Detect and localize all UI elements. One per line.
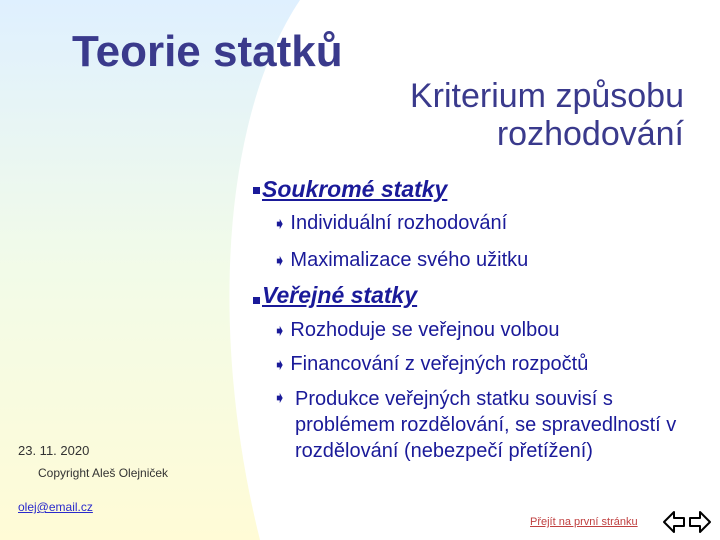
sub-bullet-text: Financování z veřejných rozpočtů — [290, 353, 589, 375]
sub-bullet — [273, 351, 588, 379]
arrow-bullet-icon: ➧ — [273, 323, 287, 340]
arrow-right-icon[interactable] — [690, 512, 710, 532]
sub-bullet-text: Maximalizace svého užitku — [290, 249, 529, 271]
arrow-bullet-icon: ➧ — [273, 216, 287, 233]
square-bullet-icon — [253, 187, 260, 194]
arrow-bullet-icon: ➧ — [273, 357, 287, 374]
sub-bullet-text: Produkce veřejných statku souvisí s problémem rozdělování, se spravedlností v rozdělování (nebezpečí přetížení) — [295, 388, 677, 462]
bullet-heading: Soukromé statky — [262, 176, 448, 202]
bullet-heading: Veřejné statky — [262, 282, 418, 308]
slide-title: Teorie statků — [72, 27, 343, 76]
slide-subtitle — [410, 77, 684, 153]
sub-bullet — [273, 210, 507, 238]
sub-bullet — [273, 317, 559, 345]
subtitle-line-2: rozhodování — [496, 115, 684, 153]
arrow-bullet-icon: ➧ — [273, 253, 287, 270]
sub-bullet-text: Individuální rozhodování — [290, 212, 508, 234]
footer-date: 23. 11. 2020 — [18, 443, 90, 458]
sub-bullet-text: Rozhoduje se veřejnou volbou — [290, 319, 560, 341]
square-bullet-icon — [253, 297, 260, 304]
first-page-link[interactable]: Přejít na první stránku — [530, 516, 638, 528]
sub-bullet — [273, 247, 528, 275]
footer-copyright: Copyright Aleš Olejniček — [38, 466, 169, 480]
navigation-arrows — [662, 508, 712, 536]
footer-email-link[interactable]: olej@email.cz — [18, 500, 93, 514]
subtitle-line-1: Kriterium způsobu — [409, 77, 684, 115]
sub-bullet — [273, 386, 693, 464]
arrow-bullet-icon: ➧ — [273, 390, 287, 407]
arrow-left-icon[interactable] — [664, 512, 684, 532]
